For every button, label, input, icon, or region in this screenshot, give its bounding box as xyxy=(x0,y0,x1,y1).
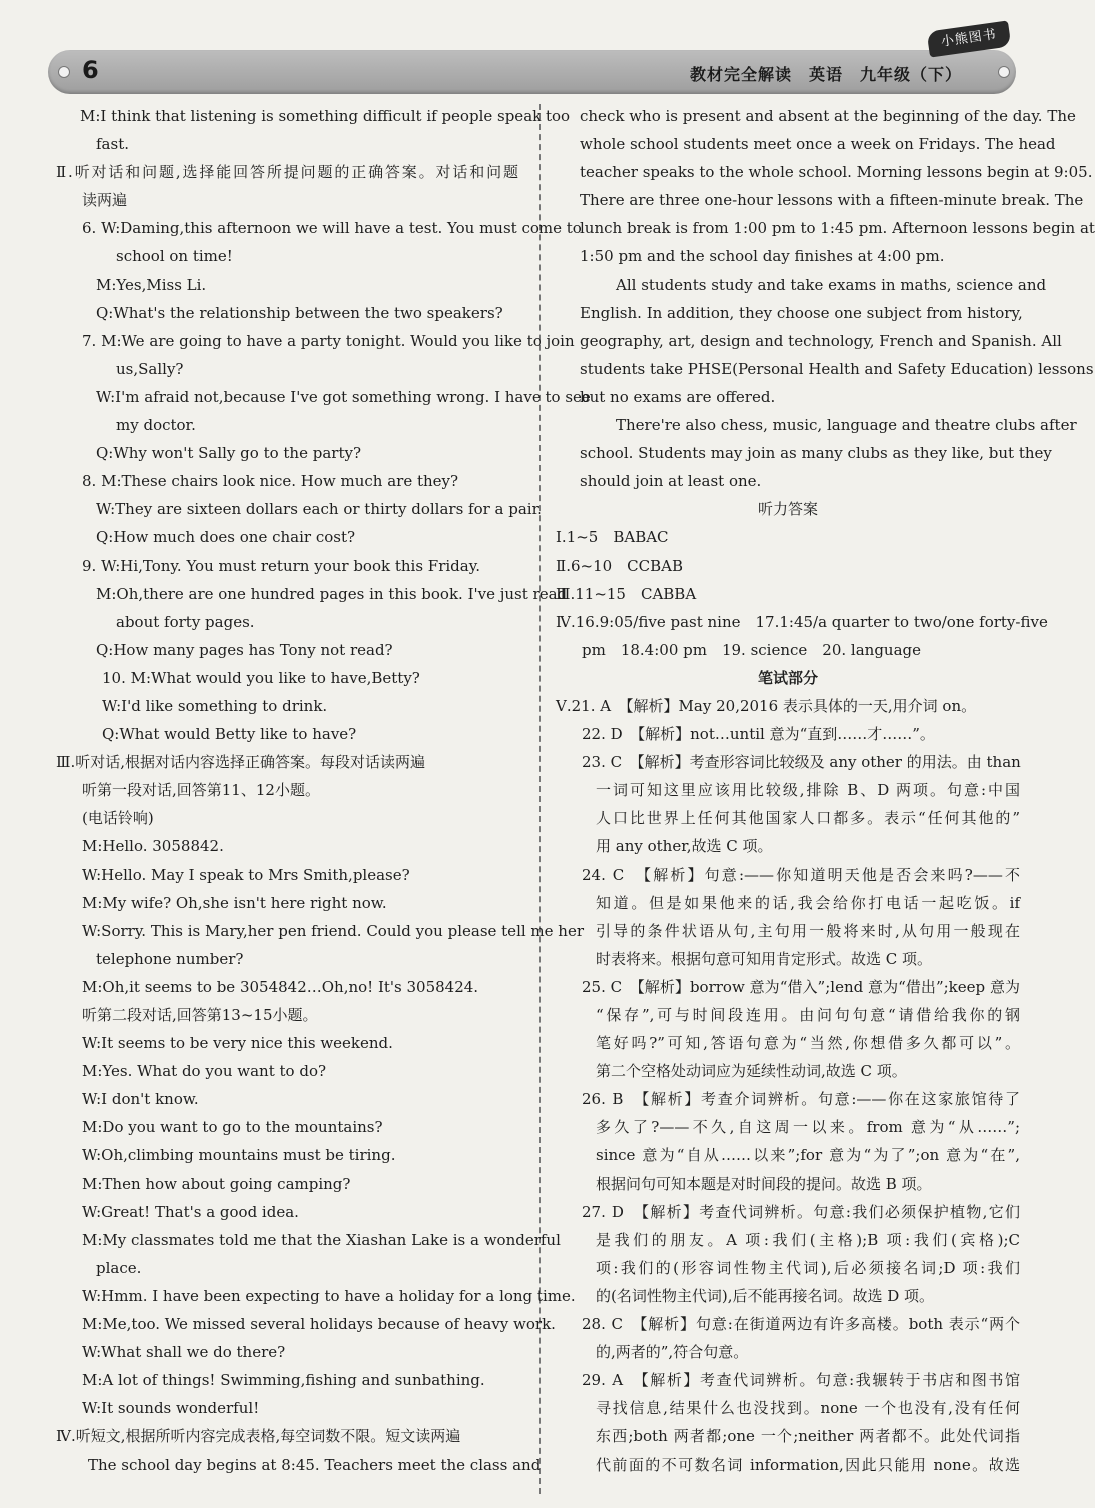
left-column-text-line: Q:What's the relationship between the two speakers? xyxy=(96,303,503,322)
right-column-text-line: 的(名词性物主代词),后不能再接名词。故选 D 项。 xyxy=(596,1286,935,1305)
left-column-text-line: M:Oh,there are one hundred pages in this book. I've just read xyxy=(96,584,568,603)
left-column-text-line: M:A lot of things! Swimming,fishing and sunbathing. xyxy=(82,1371,485,1390)
brand-logo: 小熊图书 xyxy=(927,20,1012,57)
left-column-text-line: W:Hmm. I have been expecting to have a holiday for a long time. xyxy=(82,1286,576,1305)
left-column-text-line: M:My wife? Oh,she isn't here right now. xyxy=(82,893,387,912)
right-column-text-line: 代前面的不可数名词 information,因此只能用 none。故选 xyxy=(596,1455,1020,1474)
left-column-text-line: 听第二段对话,回答第13~15小题。 xyxy=(82,1006,318,1024)
left-column-text-line: Ⅳ.听短文,根据所听内容完成表格,每空词数不限。短文读两遍 xyxy=(56,1427,461,1446)
left-column-text-line: 读两遍 xyxy=(82,191,128,210)
right-column-text-line: 24. C 【解析】句意:——你知道明天他是否会来吗?——不 xyxy=(582,865,1020,884)
right-column-text-line: Ⅲ.11~15 CABBA xyxy=(556,584,697,603)
right-column-text-line: 的,两者的”,符合句意。 xyxy=(596,1343,749,1362)
left-column-text-line: W:It sounds wonderful! xyxy=(82,1399,260,1418)
right-column-text-line: 引导的条件状语从句,主句用一般将来时,从句用一般现在 xyxy=(596,921,1020,940)
left-column-text-line: W:I'm afraid not,because I've got something wrong. I have to see xyxy=(96,387,591,406)
left-column-text-line: M:Hello. 3058842. xyxy=(82,837,224,856)
left-column-text-line: M:Oh,it seems to be 3054842…Oh,no! It's 3058424. xyxy=(82,977,479,996)
left-column-text-line: 8. M:These chairs look nice. How much are they? xyxy=(82,472,459,491)
right-column-text-line: “保存”,可与时间段连用。由问句句意“请借给我你的钢 xyxy=(596,1006,1020,1024)
right-column-text-line: pm 18.4:00 pm 19. science 20. language xyxy=(582,640,922,659)
left-column-text-line: W:Hello. May I speak to Mrs Smith,please? xyxy=(82,865,410,884)
right-column-text-line: 29. A 【解析】考查代词辨析。句意:我辗转于书店和图书馆 xyxy=(582,1371,1020,1390)
right-column-text-line: All students study and take exams in maths, science and xyxy=(616,275,1047,294)
right-column-text-line: 26. B 【解析】考查介词辨析。句意:——你在这家旅馆待了 xyxy=(582,1090,1020,1109)
book-title: 教材完全解读 英语 九年级（下） xyxy=(689,65,962,84)
right-column-text-line: 是我们的朋友。A 项:我们(主格);B 项:我们(宾格);C xyxy=(596,1230,1020,1249)
right-column-text-line: Ⅰ.1~5 BABAC xyxy=(556,528,669,547)
page-number: 6 xyxy=(82,56,99,84)
right-column-text-line: 根据问句可知本题是对时间段的提问。故选 B 项。 xyxy=(596,1174,932,1193)
right-column-text-line: 听力答案 xyxy=(757,500,818,519)
left-column-text-line: W:I don't know. xyxy=(82,1090,199,1109)
left-column-text-line: Ⅱ.听对话和问题,选择能回答所提问题的正确答案。对话和问题 xyxy=(56,163,518,182)
right-column-text-line: 项:我们的(形容词性物主代词),后必须接名词;D 项:我们 xyxy=(596,1258,1020,1277)
left-column-text-line: place. xyxy=(96,1258,142,1277)
right-column-text-line: lunch break is from 1:00 pm to 1:45 pm. Afternoon lessons begin at xyxy=(580,219,1095,238)
left-column-text-line: fast. xyxy=(96,135,129,154)
right-column-text-line: 22. D 【解析】not…until 意为“直到……才……”。 xyxy=(582,725,935,744)
left-column-text-line: (电话铃响) xyxy=(82,809,154,828)
left-column-text-line: M:Yes. What do you want to do? xyxy=(82,1062,327,1081)
right-column-text-line: school. Students may join as many clubs as they like, but they xyxy=(580,444,1052,463)
right-column-text-line: whole school students meet once a week on Fridays. The head xyxy=(580,135,1056,154)
left-column-text-line: M:Me,too. We missed several holidays because of heavy work. xyxy=(82,1315,556,1334)
left-column-text-line: school on time! xyxy=(116,247,233,266)
left-column-text-line: W:I'd like something to drink. xyxy=(102,696,328,715)
left-column-text-line: Q:What would Betty like to have? xyxy=(102,725,357,744)
left-column xyxy=(56,102,591,1479)
right-column-text-line: since 意为“自从……以来”;for 意为“为了”;on 意为“在”, xyxy=(596,1146,1020,1165)
right-column-text-line: 用 any other,故选 C 项。 xyxy=(596,837,773,856)
left-column-text-line: Ⅲ.听对话,根据对话内容选择正确答案。每段对话读两遍 xyxy=(56,753,426,772)
right-column-text-line: 一词可知这里应该用比较级,排除 B、D 两项。句意:中国 xyxy=(596,781,1020,800)
right-column-text-line: should join at least one. xyxy=(580,472,762,491)
left-column-text-line: W:They are sixteen dollars each or thirty dollars for a pair. xyxy=(96,500,542,519)
right-column xyxy=(556,102,1095,1479)
left-column-text-line: M:Do you want to go to the mountains? xyxy=(82,1118,383,1137)
right-column-text-line: 23. C 【解析】考查形容词比较级及 any other 的用法。由 than xyxy=(582,753,1021,772)
left-column-text-line: about forty pages. xyxy=(116,612,255,631)
right-column-text-line: 第二个空格处动词应为延续性动词,故选 C 项。 xyxy=(596,1062,907,1081)
left-column-text-line: 6. W:Daming,this afternoon we will have a test. You must come to xyxy=(82,219,582,238)
left-column-text-line: W:It seems to be very nice this weekend. xyxy=(82,1034,393,1053)
right-column-text-line: 27. D 【解析】考查代词辨析。句意:我们必须保护植物,它们 xyxy=(582,1202,1020,1221)
right-column-text-line: check who is present and absent at the beginning of the day. The xyxy=(580,107,1076,125)
right-column-text-line: English. In addition, they choose one subject from history, xyxy=(580,303,1023,322)
left-column-text-line: 7. M:We are going to have a party tonight. Would you like to join xyxy=(82,331,575,350)
right-column-text-line: 笔试部分 xyxy=(757,668,818,687)
right-column-text-line: Ⅱ.6~10 CCBAB xyxy=(556,556,683,575)
left-column-text-line: M:My classmates told me that the Xiashan Lake is a wonderful xyxy=(82,1230,561,1249)
left-column-text-line: 听第一段对话,回答第11、12小题。 xyxy=(82,781,320,800)
right-column-text-line: geography, art, design and technology, French and Spanish. All xyxy=(580,331,1062,350)
page-header xyxy=(48,50,1016,94)
right-column-text-line: There are three one-hour lessons with a fifteen-minute break. The xyxy=(580,191,1084,210)
left-column-text-line: my doctor. xyxy=(116,416,196,435)
left-column-text-line: W:Oh,climbing mountains must be tiring. xyxy=(82,1146,396,1165)
right-column-text-line: 知道。但是如果他来的话,我会给你打电话一起吃饭。if xyxy=(596,893,1020,912)
right-column-text-line: Ⅳ.16.9:05/five past nine 17.1:45/a quarter to two/one forty-five xyxy=(556,612,1048,631)
left-column-text-line: The school day begins at 8:45. Teachers meet the class and xyxy=(88,1455,541,1474)
left-column-text-line: M:Then how about going camping? xyxy=(82,1174,351,1193)
right-column-text-line: teacher speaks to the whole school. Morning lessons begin at 9:05. xyxy=(580,163,1093,182)
right-column-text-line: 多久了?——不久,自这周一以来。from 意为“从……”; xyxy=(596,1118,1020,1137)
right-column-text-line: 时表将来。根据句意可知用肯定形式。故选 C 项。 xyxy=(596,949,933,968)
right-column-text-line: 寻找信息,结果什么也没找到。none 一个也没有,没有任何 xyxy=(596,1399,1020,1418)
right-column-text-line: students take PHSE(Personal Health and Safety Education) lessons xyxy=(580,359,1094,378)
left-column-text-line: telephone number? xyxy=(96,949,244,968)
header-left-dot xyxy=(58,66,70,78)
right-column-text-line: There're also chess, music, language and theatre clubs after xyxy=(616,416,1077,435)
right-column-text-line: 28. C 【解析】句意:在街道两边有许多高楼。both 表示“两个 xyxy=(582,1315,1020,1334)
left-column-text-line: M:Yes,Miss Li. xyxy=(96,275,207,294)
right-column-text-line: Ⅴ.21. A 【解析】May 20,2016 表示具体的一天,用介词 on。 xyxy=(556,696,977,715)
right-column-text-line: 人口比世界上任何其他国家人口都多。表示“任何其他的” xyxy=(596,809,1020,828)
left-column-text-line: W:What shall we do there? xyxy=(82,1343,286,1362)
right-column-text-line: 1:50 pm and the school day finishes at 4:00 pm. xyxy=(580,247,945,266)
left-column-text-line: Q:How many pages has Tony not read? xyxy=(96,640,393,659)
left-column-text-line: us,Sally? xyxy=(116,359,184,378)
left-column-text-line: 9. W:Hi,Tony. You must return your book this Friday. xyxy=(82,556,480,575)
left-column-text-line: 10. M:What would you like to have,Betty? xyxy=(102,668,420,687)
right-column-text-line: 东西;both 两者都;one 一个;neither 两者都不。此处代词指 xyxy=(596,1427,1020,1446)
left-column-text-line: Q:How much does one chair cost? xyxy=(96,528,356,547)
right-column-text-line: 25. C 【解析】borrow 意为“借入”;lend 意为“借出”;keep 意为 xyxy=(582,977,1020,996)
left-column-text-line: W:Great! That's a good idea. xyxy=(82,1202,299,1221)
right-column-text-line: but no exams are offered. xyxy=(580,387,776,406)
left-column-text-line: W:Sorry. This is Mary,her pen friend. Could you please tell me her xyxy=(82,921,585,940)
left-column-text-line: M:I think that listening is something difficult if people speak too xyxy=(80,107,571,125)
right-column-text-line: 笔好吗?”可知,答语句意为“当然,你想借多久都可以”。 xyxy=(596,1034,1020,1053)
left-column-text-line: Q:Why won't Sally go to the party? xyxy=(96,444,361,463)
header-right-dot xyxy=(998,66,1010,78)
